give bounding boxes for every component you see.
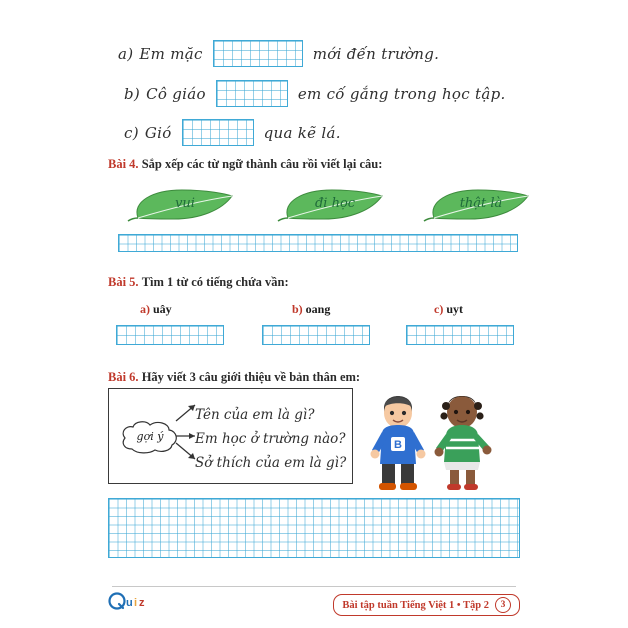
exercise-number-6: Bài 6. <box>108 370 139 384</box>
boy-figure <box>371 396 426 490</box>
leaf-word-2 <box>272 188 384 222</box>
publisher-logo <box>108 592 154 610</box>
answer-grid-bai4[interactable] <box>118 234 518 252</box>
fill-row-c <box>124 119 341 146</box>
exercise-number-5: Bài 5. <box>108 275 139 289</box>
leaf-label-3: thật là <box>459 196 503 211</box>
fill-label-c: c) <box>124 123 139 142</box>
van-item-c <box>434 302 463 317</box>
exercise-heading-4 <box>108 157 382 172</box>
fill-label-b: b) <box>124 84 141 103</box>
fill-text-after-c: qua kẽ lá. <box>263 123 341 142</box>
fill-row-a <box>118 40 439 67</box>
fill-row-b <box>124 80 506 107</box>
svg-text:u: u <box>126 597 133 609</box>
van-item-a <box>140 302 172 317</box>
van-item-b <box>292 302 330 317</box>
answer-grid-bai6[interactable] <box>108 498 520 558</box>
exercise-heading-6 <box>108 370 360 385</box>
footer-divider <box>112 586 516 587</box>
children-icon <box>358 382 508 492</box>
van-label-a: a) <box>140 302 150 316</box>
fill-text-before-b: Cô giáo <box>146 84 206 103</box>
footer-text: Bài tập tuần Tiếng Việt 1 • Tập 2 <box>342 599 489 611</box>
leaf-label-1: vui <box>175 196 195 211</box>
footer-caption <box>333 594 520 616</box>
hint-cloud-label: gợi ý <box>136 430 164 443</box>
van-label-c: c) <box>434 302 444 316</box>
exercise-heading-5 <box>108 275 289 290</box>
fill-text-before-c: Gió <box>144 123 172 142</box>
prompt-question-3: Sở thích của em là gì? <box>195 455 347 471</box>
van-text-a: uây <box>153 302 172 316</box>
kids-illustration <box>358 382 508 492</box>
answer-grid-b[interactable] <box>216 80 288 107</box>
fill-label-a: a) <box>118 44 134 63</box>
exercise-text-5: Tìm 1 từ có tiếng chứa vần: <box>141 275 289 289</box>
fill-text-after-a: mới đến trường. <box>312 44 440 63</box>
prompt-question-1: Tên của em là gì? <box>195 407 315 423</box>
van-text-c: uyt <box>446 302 463 316</box>
exercise-number-4: Bài 4. <box>108 157 139 171</box>
answer-grid-van-c[interactable] <box>406 325 514 345</box>
fill-text-before-a: Em mặc <box>139 44 203 63</box>
fill-text-after-b: em cố gắng trong học tập. <box>297 84 506 103</box>
svg-text:B: B <box>394 439 402 451</box>
leaf-label-2: đi học <box>314 196 356 211</box>
page-number: 3 <box>495 597 511 613</box>
answer-grid-van-a[interactable] <box>116 325 224 345</box>
exercise-text-6: Hãy viết 3 câu giới thiệu về bản thân em: <box>141 370 361 384</box>
answer-grid-a[interactable] <box>213 40 303 67</box>
leaf-word-3 <box>418 188 530 222</box>
answer-grid-c[interactable] <box>182 119 254 146</box>
van-label-b: b) <box>292 302 303 316</box>
svg-text:i: i <box>134 597 138 609</box>
svg-text:z: z <box>139 597 145 609</box>
exercise-text-4: Sắp xếp các từ ngữ thành câu rồi viết lại câu: <box>141 157 383 171</box>
prompt-box <box>108 388 353 484</box>
van-text-b: oang <box>305 302 331 316</box>
answer-grid-van-b[interactable] <box>262 325 370 345</box>
hint-cloud <box>119 419 181 455</box>
girl-figure <box>435 396 492 490</box>
logo-icon <box>108 592 154 610</box>
leaf-word-1 <box>122 188 234 222</box>
prompt-question-2: Em học ở trường nào? <box>195 431 346 447</box>
